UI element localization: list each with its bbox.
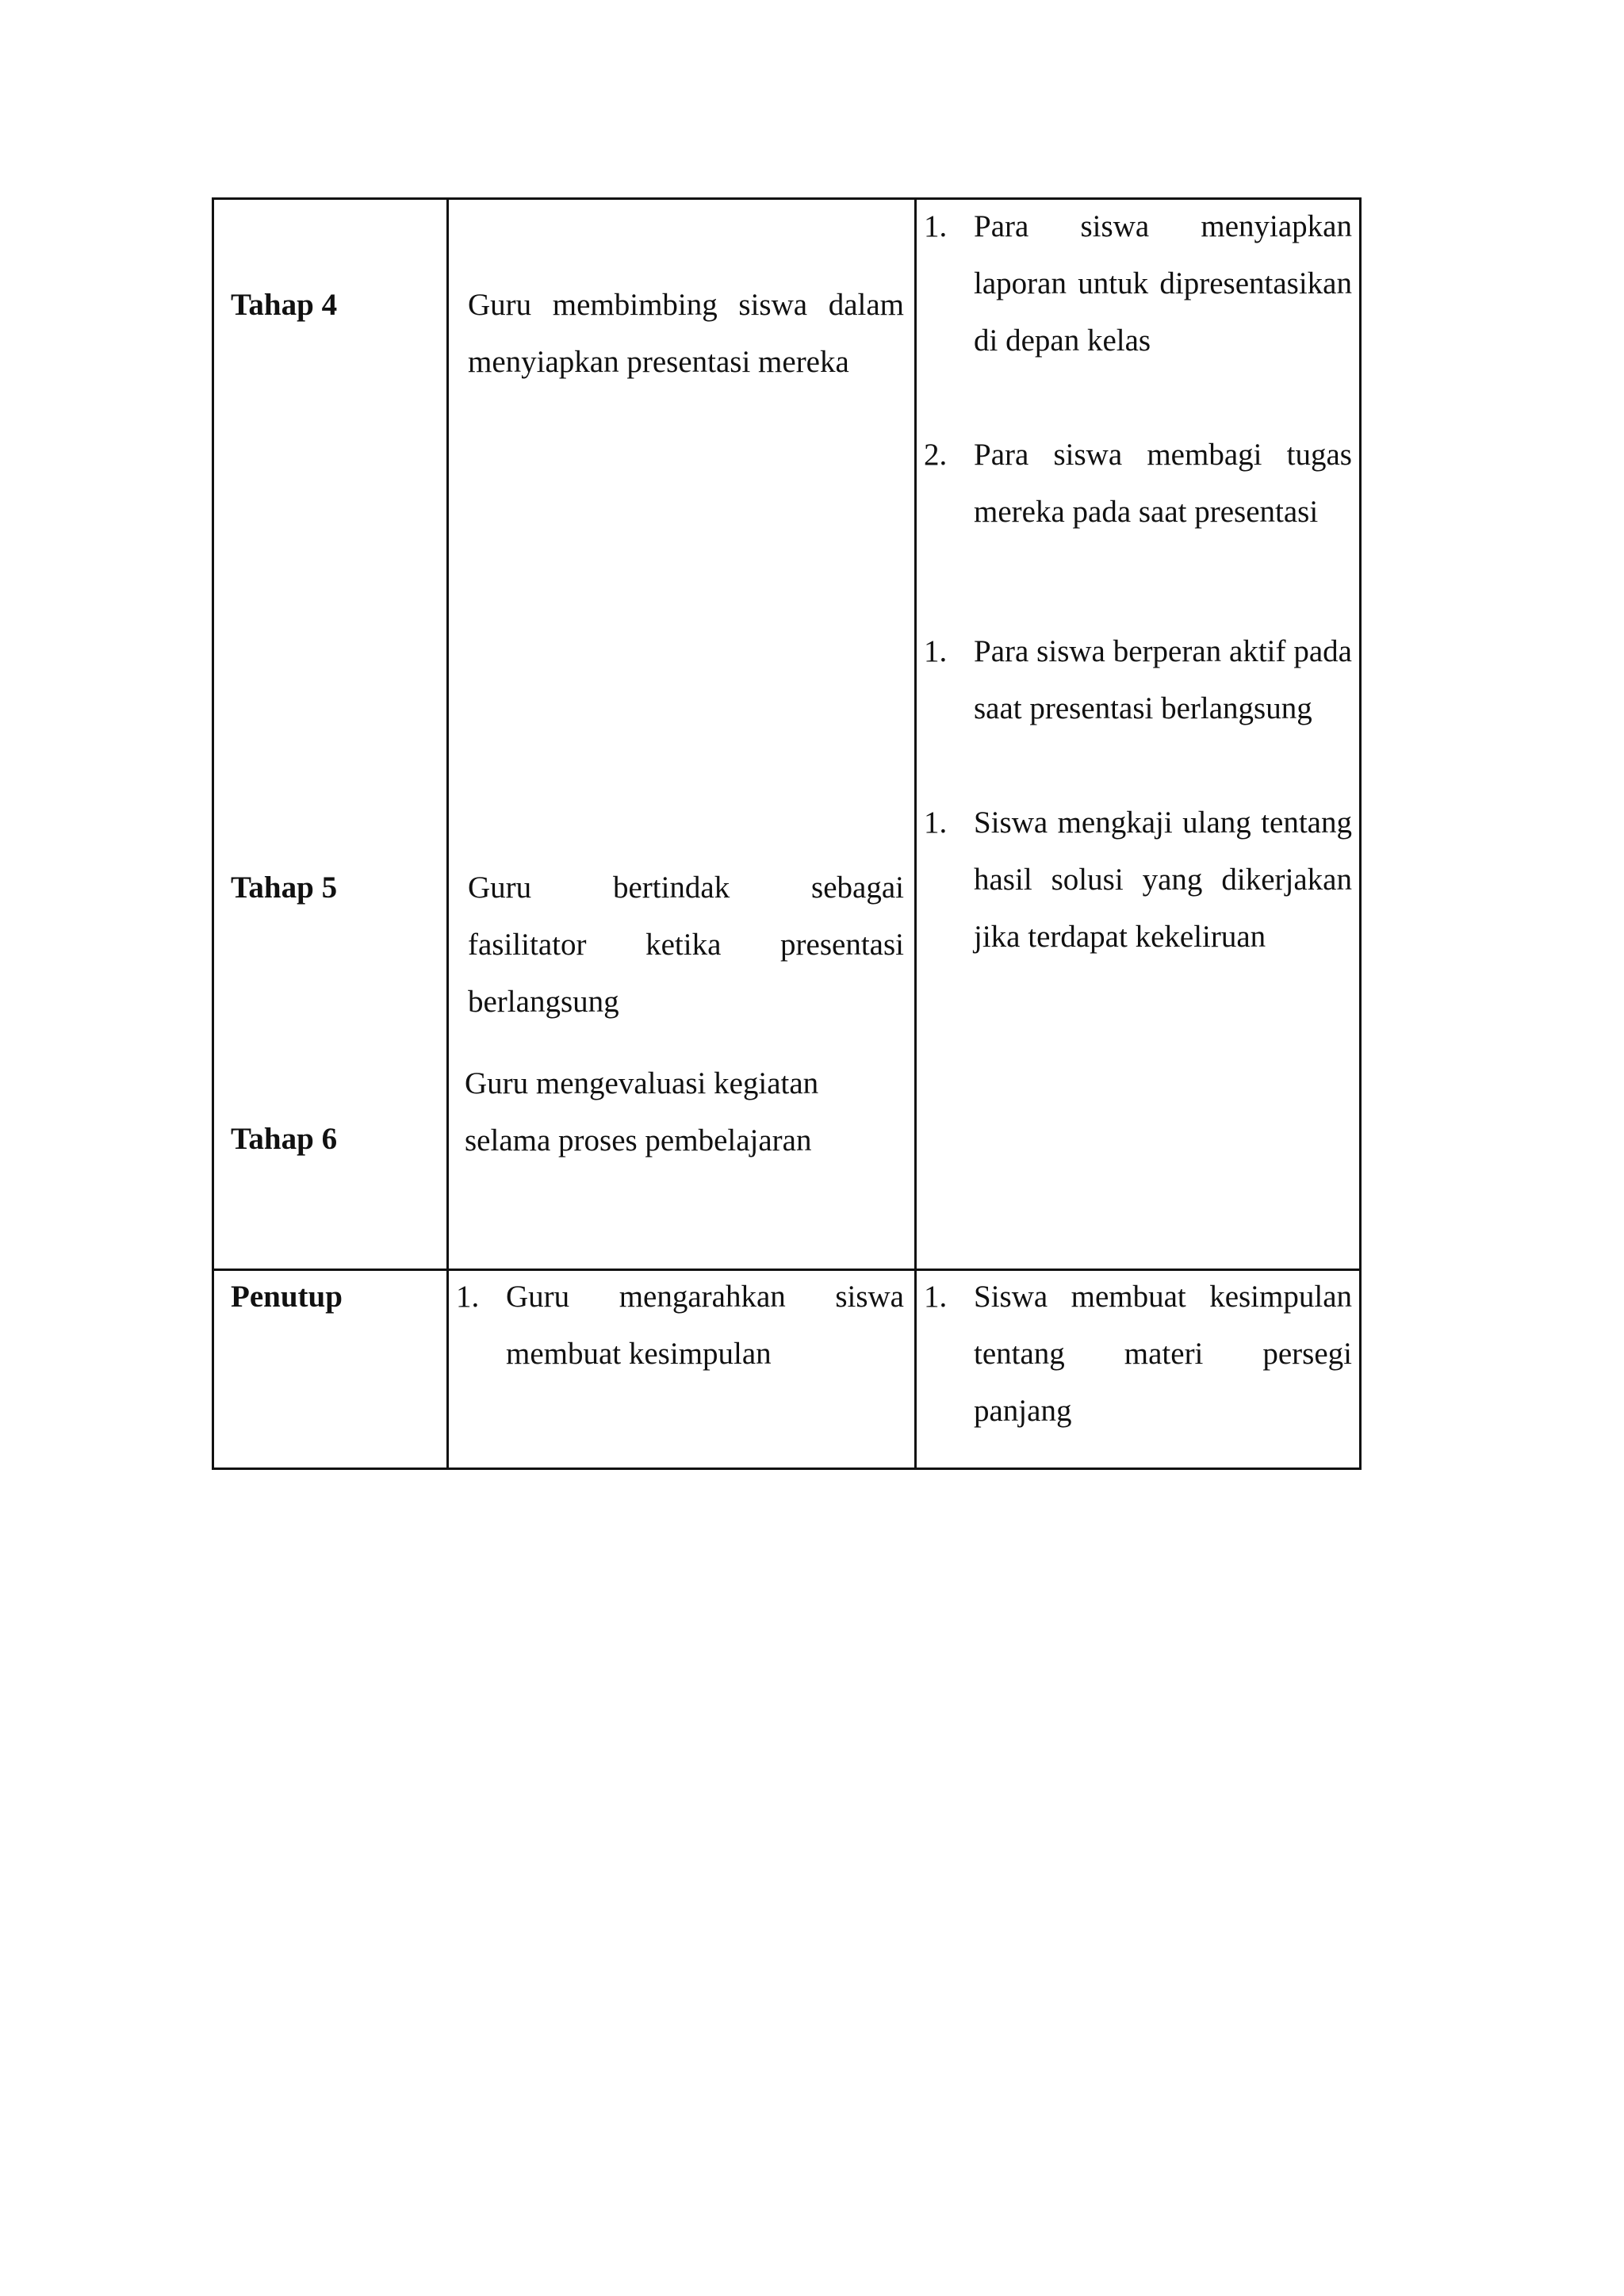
- student-tahap-5-item-1: Para siswa berperan aktif pada saat presentasi berlangsung: [974, 634, 1352, 725]
- student-tahap-4-item-2: Para siswa membagi tugas mereka pada saat presentasi: [974, 438, 1352, 529]
- teacher-activity-tahap-6-line-2: selama proses pembelajaran: [465, 1123, 812, 1158]
- teacher-activity-tahap-4: Guru membimbing siswa dalam menyiapkan presentasi mereka: [468, 288, 904, 379]
- student-tahap-6-item-1-number: 1.: [924, 806, 948, 840]
- student-tahap-5-item-1-number: 1.: [924, 634, 948, 668]
- column-divider-2: [914, 200, 917, 1468]
- teacher-activity-tahap-6-line-1: Guru mengevaluasi kegiatan: [465, 1066, 819, 1100]
- teacher-penutup-number: 1.: [456, 1280, 480, 1314]
- stage-label-tahap-5: Tahap 5: [231, 871, 338, 905]
- teacher-activity-tahap-5-line-2: fasilitator ketika presentasi: [468, 928, 904, 962]
- teacher-activity-penutup-line-2: membuat kesimpulan: [506, 1337, 772, 1371]
- student-penutup-item-1-number: 1.: [924, 1280, 948, 1314]
- student-penutup-item-1: Siswa membuat kesimpulan tentang materi persegi panjang: [974, 1280, 1352, 1428]
- student-tahap-6-item-1: Siswa mengkaji ulang tentang hasil solusi yang dikerjakan jika terdapat kekeliruan: [974, 806, 1352, 954]
- student-tahap-4-item-1: Para siswa menyiapkan laporan untuk dipresentasikan di depan kelas: [974, 209, 1352, 358]
- stage-label-tahap-6: Tahap 6: [231, 1122, 338, 1156]
- student-tahap-4-item-1-number: 1.: [924, 209, 948, 243]
- column-divider-1: [446, 200, 449, 1468]
- teacher-activity-tahap-5-line-3: berlangsung: [468, 985, 619, 1019]
- student-tahap-4-item-2-number: 2.: [924, 438, 948, 472]
- stage-label-tahap-4: Tahap 4: [231, 288, 338, 322]
- learning-steps-table: [212, 197, 1362, 1470]
- stage-label-penutup: Penutup: [231, 1280, 343, 1314]
- teacher-activity-penutup-line-1: Guru mengarahkan siswa: [506, 1280, 904, 1314]
- teacher-activity-tahap-5-line-1: Guru bertindak sebagai: [468, 871, 904, 905]
